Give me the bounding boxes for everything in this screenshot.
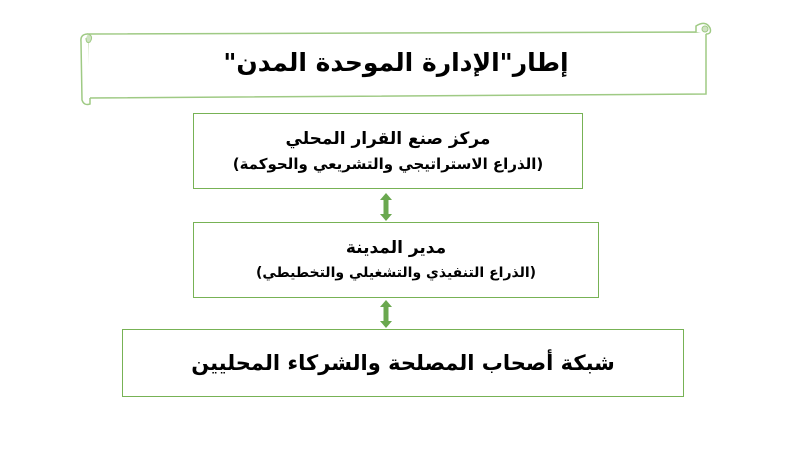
node-subtitle: (الذراع الاستراتيجي والتشريعي والحوكمة): [232, 155, 544, 173]
node-city-manager: [193, 222, 599, 298]
node-local-decision-center: [193, 113, 583, 189]
double-arrow-connector: [379, 192, 393, 222]
diagram-title: إطار"الإدارة الموحدة المدن": [223, 47, 569, 77]
title-scroll-banner: [78, 22, 714, 108]
node-stakeholders-network: [122, 329, 684, 397]
node-title: شبكة أصحاب المصلحة والشركاء المحليين: [191, 351, 615, 375]
double-arrow-connector: [379, 299, 393, 329]
node-subtitle: (الذراع التنفيذي والتشغيلي والتخطيطي): [255, 265, 537, 281]
node-title: مدير المدينة: [345, 238, 447, 258]
node-title: مركز صنع القرار المحلي: [285, 129, 491, 149]
